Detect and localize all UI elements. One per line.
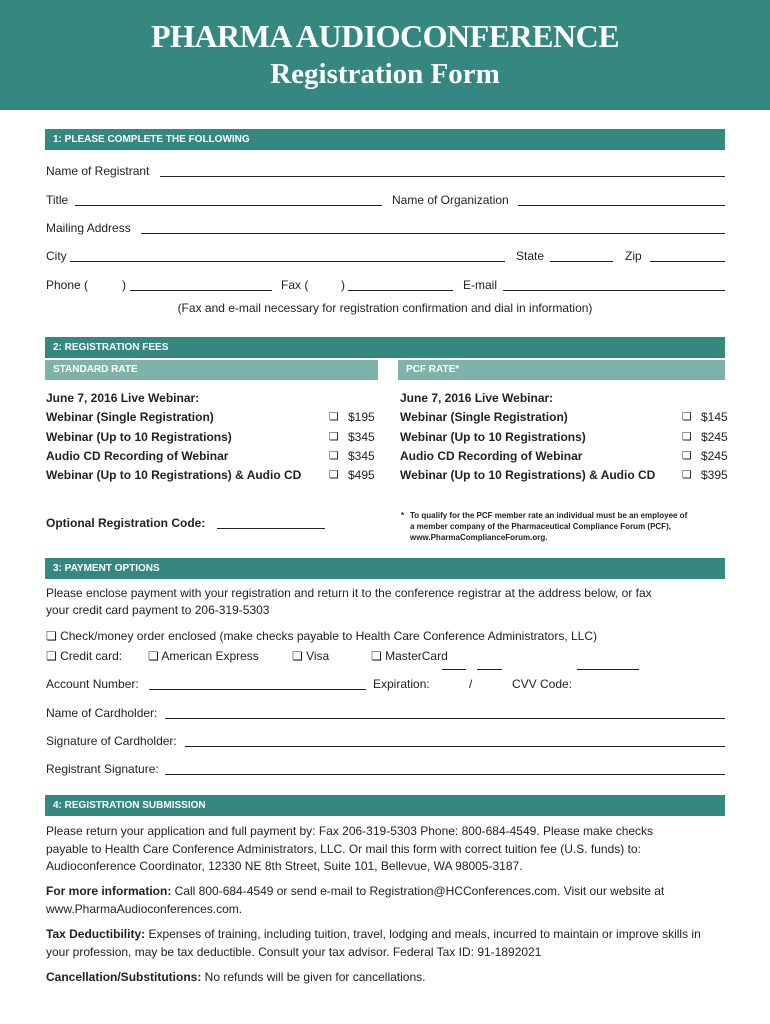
cvv-label: CVV Code: xyxy=(512,677,573,691)
standard-item-label: Webinar (Up to 10 Registrations) & Audio CD xyxy=(46,468,302,482)
city-field[interactable] xyxy=(70,261,505,262)
more-info-label: For more information: xyxy=(46,884,172,898)
zip-field[interactable] xyxy=(650,261,725,262)
pcf-item-checkbox[interactable]: ❏ xyxy=(682,449,692,462)
submission-instructions: Please return your application and full payment by: Fax 206-319-5303 Phone: 800-684-4549. Please make checks payable to Health Care Conference Administrators, LLC. Or mail this form with correct tuition fee (U.S. funds) to: Audioconference Coordinator, 12330 NE 8th Street, Suite 101, Bellevue, WA 98005-3187. xyxy=(46,824,654,873)
pcf-item-checkbox[interactable]: ❏ xyxy=(682,430,692,443)
state-label: State xyxy=(516,249,545,263)
cancellation-text: No refunds will be given for cancellations. xyxy=(201,970,426,984)
visa-option[interactable]: ❏ Visa xyxy=(292,649,330,663)
tax-deductibility xyxy=(46,926,726,961)
phone-field[interactable] xyxy=(130,290,272,291)
city-label: City xyxy=(46,249,67,263)
account-number-label: Account Number: xyxy=(46,677,139,691)
cancellation-label: Cancellation/Substitutions: xyxy=(46,970,202,984)
title-field[interactable] xyxy=(75,205,382,206)
standard-item-label: Webinar (Up to 10 Registrations) xyxy=(46,430,232,444)
state-field[interactable] xyxy=(550,261,613,262)
credit-card-option[interactable]: ❏ Credit card: xyxy=(46,649,123,663)
check-option[interactable]: ❏ Check/money order enclosed (make checks payable to Health Care Conference Administrators, LLC) xyxy=(46,629,598,643)
organization-field[interactable] xyxy=(518,205,725,206)
pcf-item-price: $395 xyxy=(701,468,728,482)
tax-text: Expenses of training, including tuition, travel, lodging and meals, incurred to maintain or improve skills in your profession, may be tax deductible. Consult your tax advisor. Federal Tax ID: 91-1892021 xyxy=(46,927,701,959)
page-title: PHARMA AUDIOCONFERENCE xyxy=(150,18,620,54)
footnote-line: a member company of the Pharmaceutical Compliance Forum (PCF), xyxy=(410,522,671,531)
standard-item-checkbox[interactable]: ❏ xyxy=(329,410,339,423)
pcf-item-price: $245 xyxy=(701,449,728,463)
expiration-label: Expiration: xyxy=(373,677,430,691)
standard-item-checkbox[interactable]: ❏ xyxy=(329,468,339,481)
cardholder-name-field[interactable] xyxy=(165,718,725,719)
mailing-address-label: Mailing Address xyxy=(46,221,131,235)
pcf-item-price: $145 xyxy=(701,410,728,424)
section-3-heading: 3: PAYMENT OPTIONS xyxy=(45,558,725,579)
cvv-field[interactable] xyxy=(577,669,639,670)
expiration-month-field[interactable] xyxy=(442,669,466,670)
footnote-line: www.PharmaComplianceForum.org. xyxy=(410,533,548,542)
registrant-signature-field[interactable] xyxy=(165,774,725,775)
footnote-star: * xyxy=(401,511,405,520)
standard-item-price: $345 xyxy=(348,449,375,463)
mastercard-option[interactable]: ❏ MasterCard xyxy=(371,649,448,663)
pcf-date: June 7, 2016 Live Webinar: xyxy=(400,391,554,405)
standard-item-checkbox[interactable]: ❏ xyxy=(329,449,339,462)
registrant-name-label: Name of Registrant xyxy=(46,164,150,178)
standard-date: June 7, 2016 Live Webinar: xyxy=(46,391,200,405)
pcf-rate-header: PCF RATE* xyxy=(398,360,725,380)
phone-label: Phone ( xyxy=(46,278,89,292)
pcf-item-label: Webinar (Up to 10 Registrations) & Audio CD xyxy=(400,468,656,482)
expiration-year-field[interactable] xyxy=(477,669,502,670)
cardholder-signature-label: Signature of Cardholder: xyxy=(46,734,177,748)
standard-item-price: $495 xyxy=(348,468,375,482)
expiration-slash: / xyxy=(469,677,473,691)
zip-label: Zip xyxy=(625,249,642,263)
standard-item-price: $345 xyxy=(348,430,375,444)
pcf-item-label: Webinar (Up to 10 Registrations) xyxy=(400,430,586,444)
tax-label: Tax Deductibility: xyxy=(46,927,146,941)
registration-code-label: Optional Registration Code: xyxy=(46,516,206,530)
header-banner xyxy=(0,0,770,110)
fax-label: Fax ( xyxy=(281,278,309,292)
pcf-item-price: $245 xyxy=(701,430,728,444)
email-field[interactable] xyxy=(503,290,725,291)
standard-item-label: Audio CD Recording of Webinar xyxy=(46,449,229,463)
fax-field[interactable] xyxy=(348,290,453,291)
mailing-address-field[interactable] xyxy=(141,233,725,234)
pcf-item-checkbox[interactable]: ❏ xyxy=(682,410,692,423)
pcf-item-label: Webinar (Single Registration) xyxy=(400,410,568,424)
section-1-heading: 1: PLEASE COMPLETE THE FOLLOWING xyxy=(45,129,725,150)
title-label: Title xyxy=(46,193,69,207)
fax-close-paren: ) xyxy=(341,278,345,292)
registrant-name-field[interactable] xyxy=(160,176,725,177)
section-4-heading: 4: REGISTRATION SUBMISSION xyxy=(45,795,725,816)
pcf-item-checkbox[interactable]: ❏ xyxy=(682,468,692,481)
standard-item-price: $195 xyxy=(348,410,375,424)
more-information xyxy=(46,883,696,918)
cardholder-name-label: Name of Cardholder: xyxy=(46,706,158,720)
registration-code-field[interactable] xyxy=(217,528,325,529)
phone-close-paren: ) xyxy=(122,278,126,292)
pcf-item-label: Audio CD Recording of Webinar xyxy=(400,449,583,463)
payment-intro-line1: Please enclose payment with your registration and return it to the conference registrar at the address below, or fax xyxy=(46,586,652,600)
footnote-line: To qualify for the PCF member rate an individual must be an employee of xyxy=(410,511,688,520)
more-info-text: Call 800-684-4549 or send e-mail to Registration@HCConferences.com. Visit our website at www.PharmaAudioconferences.com. xyxy=(46,884,665,916)
amex-option[interactable]: ❏ American Express xyxy=(148,649,259,663)
email-label: E-mail xyxy=(463,278,498,292)
standard-item-checkbox[interactable]: ❏ xyxy=(329,430,339,443)
cardholder-signature-field[interactable] xyxy=(185,746,725,747)
account-number-field[interactable] xyxy=(149,689,366,690)
section-2-heading: 2: REGISTRATION FEES xyxy=(45,337,725,358)
payment-intro-line2: your credit card payment to 206-319-5303 xyxy=(46,603,270,617)
organization-label: Name of Organization xyxy=(392,193,509,207)
page-subtitle: Registration Form xyxy=(270,58,500,90)
standard-rate-header: STANDARD RATE xyxy=(45,360,378,380)
cancellation-policy xyxy=(46,969,726,987)
standard-item-label: Webinar (Single Registration) xyxy=(46,410,214,424)
registrant-signature-label: Registrant Signature: xyxy=(46,762,159,776)
contact-note: (Fax and e-mail necessary for registration confirmation and dial in information) xyxy=(177,301,593,315)
